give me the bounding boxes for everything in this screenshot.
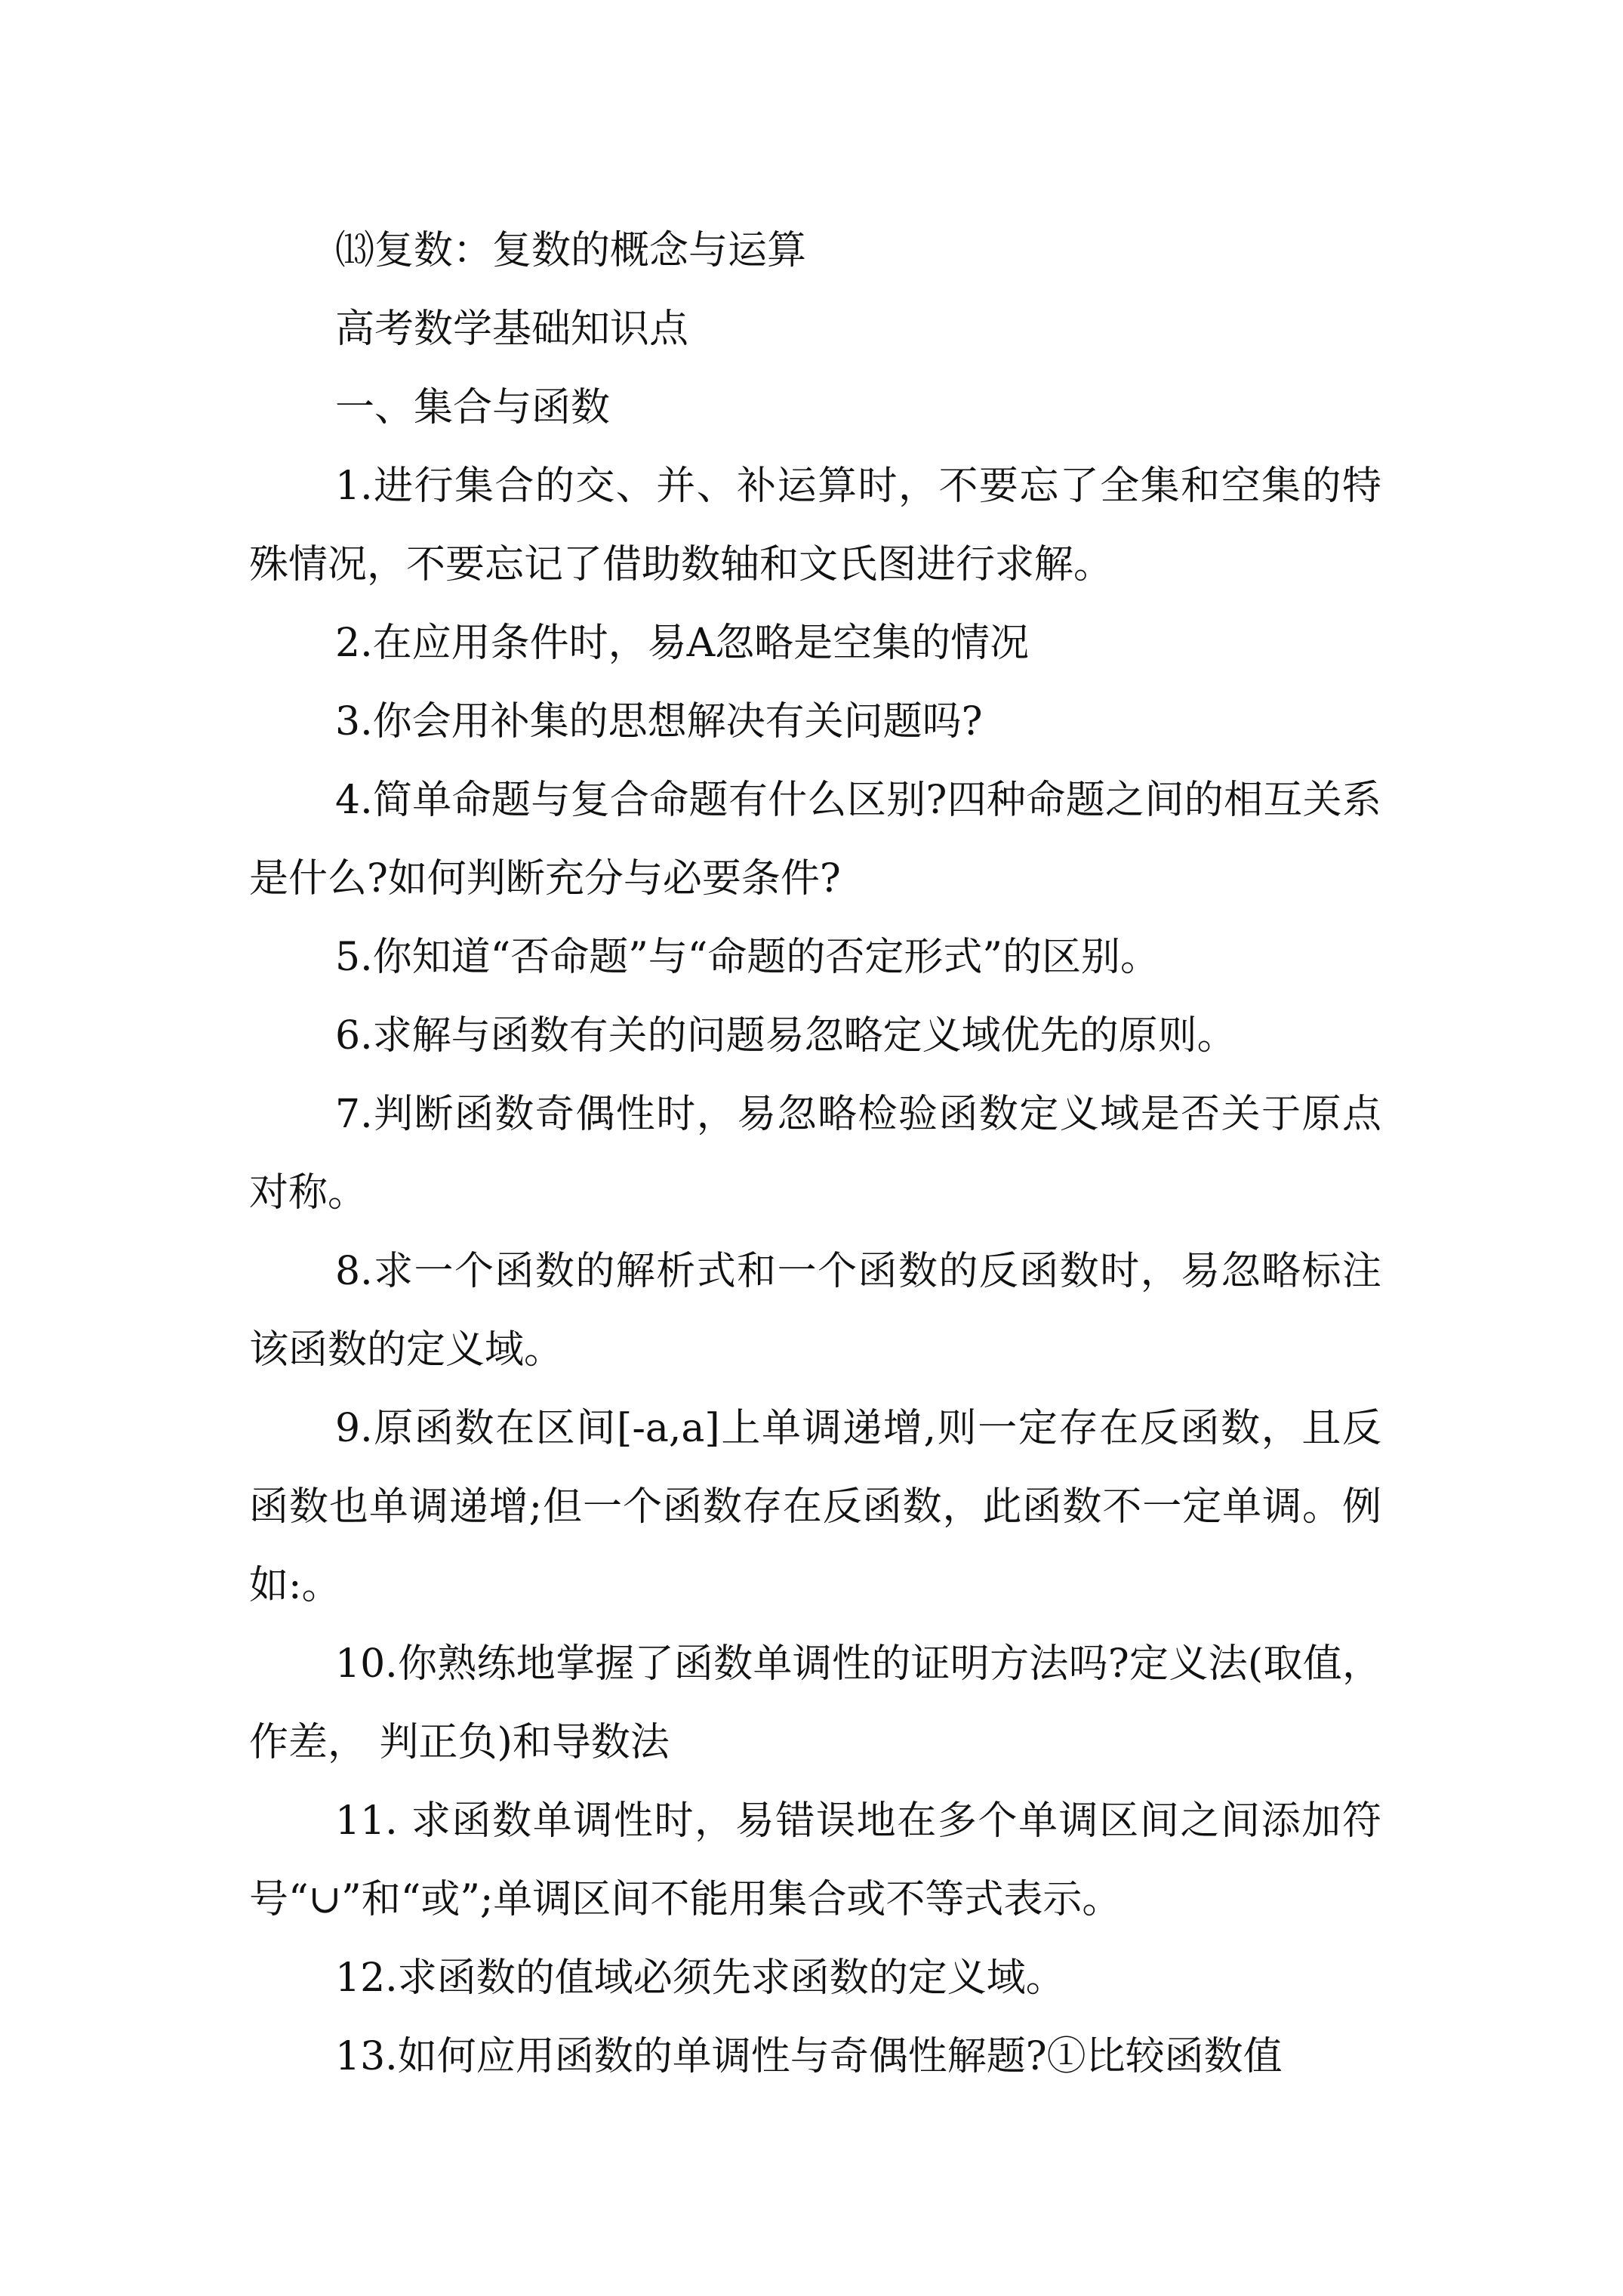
document-body xyxy=(249,211,1381,2096)
paragraph-item-6: 6.求解与函数有关的问题易忽略定义域优先的原则。 xyxy=(335,1013,1236,1059)
paragraph-item-7: 7.判断函数奇偶性时，易忽略检验函数定义域是否关于原点对称。 xyxy=(249,1092,1381,1216)
paragraph-item-13: 13.如何应用函数的单调性与奇偶性解题?①比较函数值 xyxy=(335,2034,1283,2079)
paragraph-item-1: 1.进行集合的交、并、补运算时，不要忘了全集和空集的特殊情况，不要忘记了借助数轴和文氏图进行求解。 xyxy=(249,464,1381,587)
section-heading-sets-functions: 一、集合与函数 xyxy=(335,385,611,430)
paragraph-item-5: 5.你知道“否命题”与“命题的否定形式”的区别。 xyxy=(335,935,1160,980)
paragraph-item-11: 11. 求函数单调性时，易错误地在多个单调区间之间添加符号“∪”和“或”;单调区间不能用集合或不等式表示。 xyxy=(249,1798,1381,1922)
paragraph-item-2: 2.在应用条件时，易A忽略是空集的情况 xyxy=(335,621,1030,666)
section-heading-complex-numbers: ⒀复数：复数的概念与运算 xyxy=(335,228,807,273)
paragraph-item-4: 4.简单命题与复合命题有什么区别?四种命题之间的相互关系是什么?如何判断充分与必要条件? xyxy=(249,778,1381,901)
paragraph-item-10: 10.你熟练地掌握了函数单调性的证明方法吗?定义法(取值， 作差， 判正负)和导数法 xyxy=(249,1641,1381,1765)
paragraph-item-3: 3.你会用补集的思想解决有关问题吗? xyxy=(335,699,983,744)
paragraph-item-8: 8.求一个函数的解析式和一个函数的反函数时，易忽略标注该函数的定义域。 xyxy=(249,1249,1381,1373)
paragraph-item-9: 9.原函数在区间[-a,a]上单调递增,则一定存在反函数，且反函数也单调递增;但一个函数存在反函数，此函数不一定单调。例如:。 xyxy=(249,1406,1381,1608)
paragraph-item-12: 12.求函数的值域必须先求函数的定义域。 xyxy=(335,1955,1065,2001)
document-title: 高考数学基础知识点 xyxy=(335,307,689,352)
